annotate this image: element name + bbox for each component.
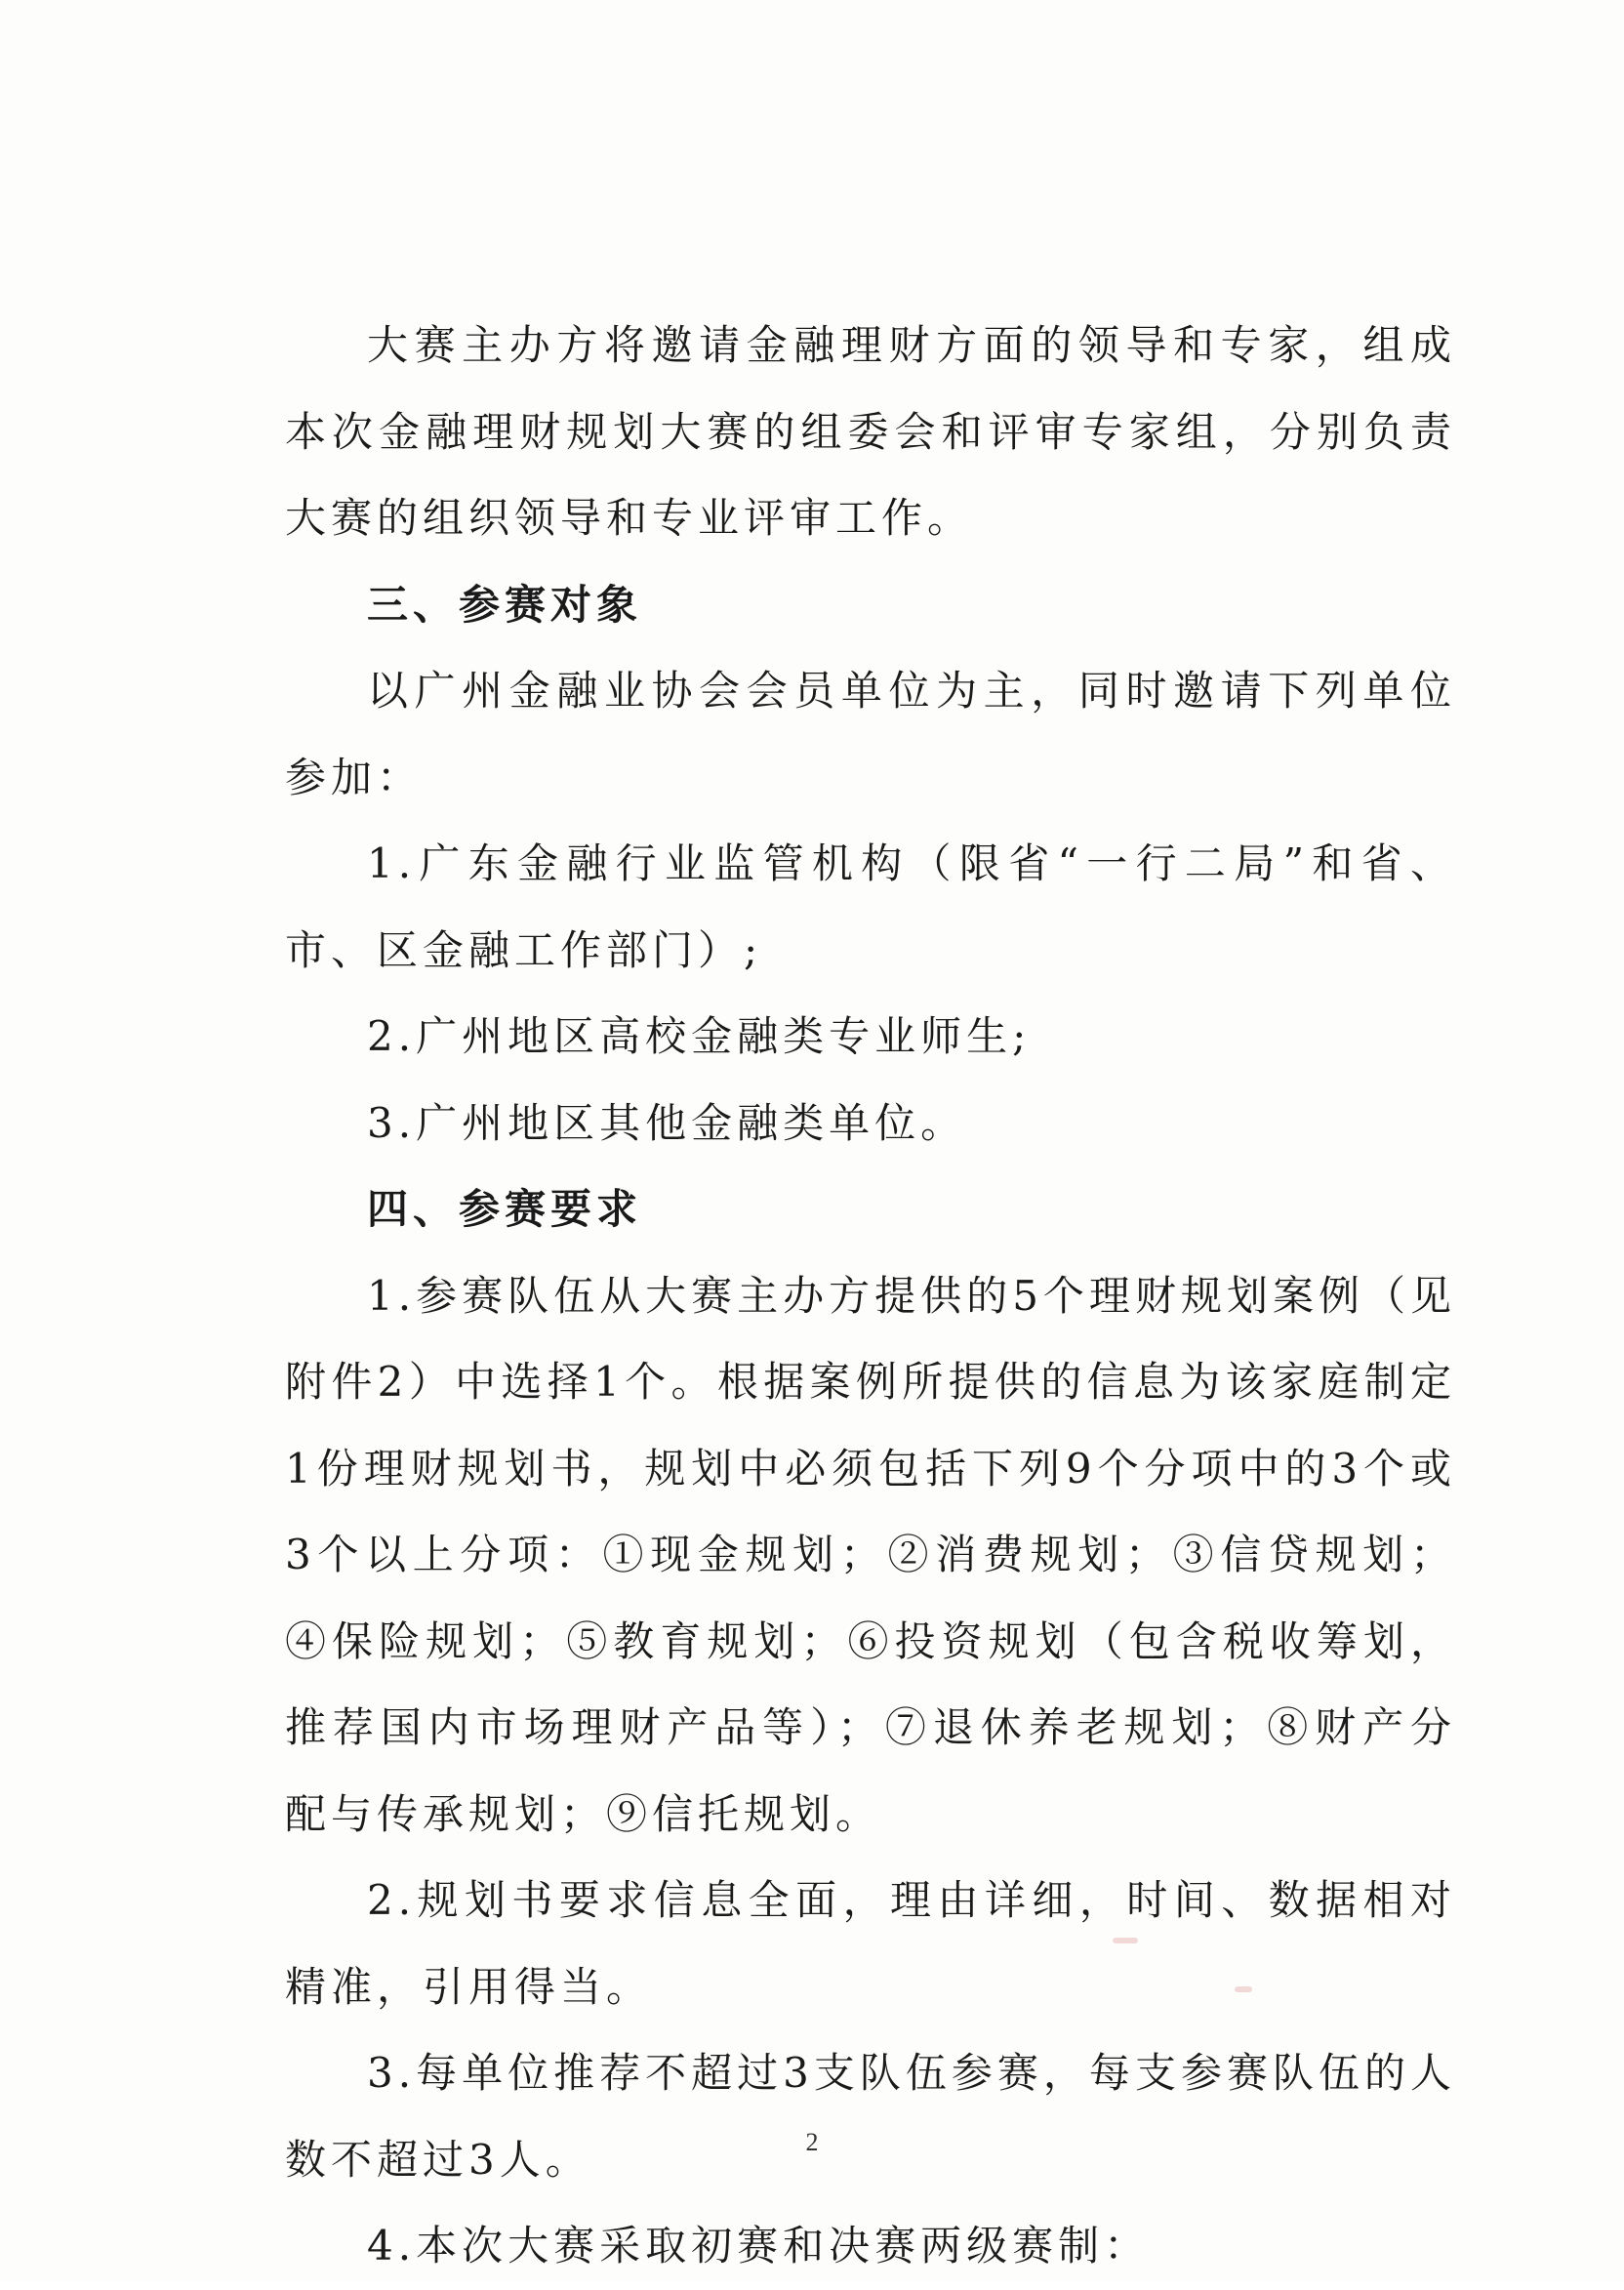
document-body: [285, 303, 1456, 2290]
paragraph-organizers: 大赛主办方将邀请金融理财方面的领导和专家，组成本次金融理财规划大赛的组委会和评审专家组，分别负责大赛的组织领导和专业评审工作。: [285, 321, 1456, 542]
page-number: 2: [805, 2128, 819, 2156]
list-item-participants-2: 2.广州地区高校金融类专业师生;: [367, 1012, 1032, 1060]
paragraph-participants-intro: 以广州金融业协会会员单位为主，同时邀请下列单位参加：: [285, 667, 1456, 801]
scan-smudge-mark: [1235, 1986, 1252, 1992]
list-item-requirements-3: 3.每单位推荐不超过3支队伍参赛，每支参赛队伍的人数不超过3人。: [285, 2049, 1456, 2184]
list-item-requirements-1: 1.参赛队伍从大赛主办方提供的5个理财规划案例（见附件2）中选择1个。根据案例所提供的信息为该家庭制定1份理财规划书，规划中必须包括下列9个分项中的3个或3个以上分项：①现金规划；②消费规划；③信贷规划；④保险规划；⑤教育规划；⑥投资规划（包含税收筹划，推荐国内市场理财产品等）；⑦退休养老规划；⑧财产分配与传承规划；⑨信托规划。: [285, 1271, 1456, 1838]
list-item-participants-3: 3.广州地区其他金融类单位。: [367, 1098, 967, 1147]
section-heading-participants: 三、参赛对象: [367, 580, 643, 629]
list-item-requirements-4: 4.本次大赛采取初赛和决赛两级赛制：: [367, 2222, 1151, 2270]
list-item-participants-1: 1.广东金融行业监管机构（限省“一行二局”和省、市、区金融工作部门）;: [285, 839, 1456, 974]
section-heading-requirements: 四、参赛要求: [367, 1185, 643, 1233]
list-item-requirements-2: 2.规划书要求信息全面，理由详细，时间、数据相对精准，引用得当。: [285, 1876, 1456, 2011]
scan-smudge-mark: [1113, 1938, 1138, 1943]
